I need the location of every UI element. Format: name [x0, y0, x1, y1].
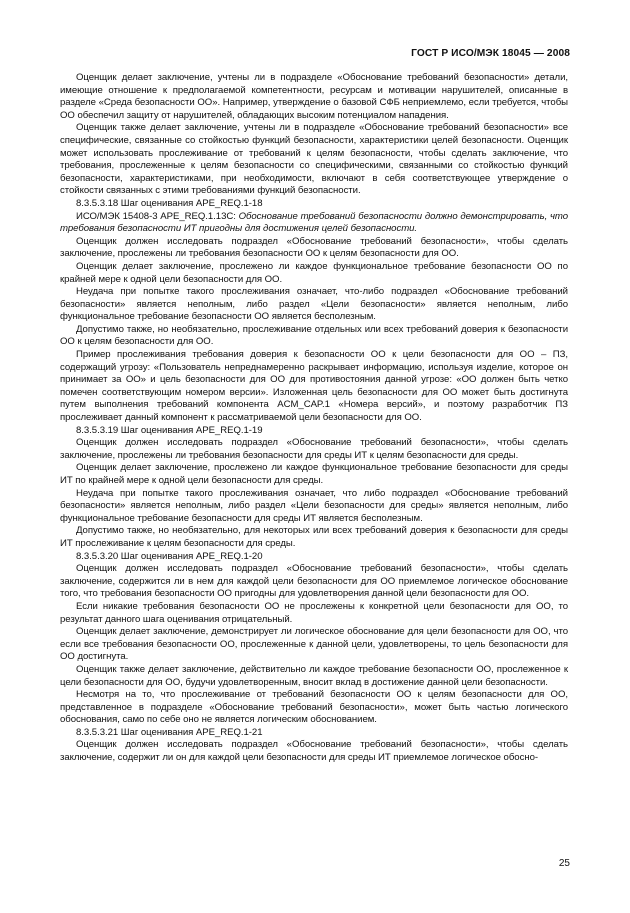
- paragraph: Пример прослеживания требования доверия к безопасности ОО к цели безопасности для ОО – ПЗ, содержащий угрозу: «Пользователь непреднамеренно раскрывает информацию, используя изделие, которое он принимает за ОО» и цель безопасности для ОО для противостояния данной угрозе: «ОО должен быть четко помечен соответствующим номером версии». Изложенная цель безопасности для ОО может быть достигнута путем выполнения требований компонента ACM_CAP.1 «Номера версий», и поэтому разработчик ПЗ прослеживает данный компонент к рассматриваемой цели безопасности для ОО.: [60, 349, 568, 424]
- section-heading: 8.3.5.3.20 Шаг оценивания APE_REQ.1-20: [76, 550, 263, 562]
- paragraph: Оценщик делает заключение, прослежено ли каждое функциональное требование безопасности для среды ИТ по крайней мере к одной цели безопасности для среды.: [60, 462, 568, 486]
- standard-quote-ref: ИСО/МЭК 15408-3 APE_REQ.1.13C:: [76, 210, 239, 222]
- page-number: 25: [558, 858, 570, 869]
- section-heading: 8.3.5.3.21 Шаг оценивания APE_REQ.1-21: [76, 726, 263, 738]
- standard-quote: [60, 211, 568, 236]
- paragraph: Оценщик делает заключение, демонстрирует ли логическое обоснование для цели безопасности для ОО, что если все требования безопасности ОО, прослеженные к данной цели, удовлетворены, то цель безопасности для ОО достигнута.: [60, 626, 568, 663]
- section-heading: 8.3.5.3.18 Шаг оценивания APE_REQ.1-18: [76, 197, 263, 209]
- paragraph: Оценщик должен исследовать подраздел «Обоснование требований безопасности», чтобы сделать заключение, прослежены ли требования безопасности ОО к целям безопасности для ОО.: [60, 235, 568, 260]
- standard-quote-text: Обоснование требований безопасности должно демонстрировать, что требования безопасности ИТ пригодны для достижения целей безопасности.: [60, 210, 568, 235]
- paragraph: Оценщик делает заключение, прослежено ли каждое функциональное требование безопасности ОО по крайней мере к одной цели безопасности для ОО.: [60, 260, 568, 285]
- paragraph: Допустимо также, но необязательно, для некоторых или всех требований доверия к безопасности для среды ИТ прослеживание к целям безопасности для среды.: [60, 525, 568, 549]
- paragraph: Оценщик должен исследовать подраздел «Обоснование требований безопасности», чтобы сделать заключение, содержит ли он для каждой цели безопасности для среды ИТ приемлемое логическое обосно-: [60, 739, 568, 764]
- paragraph: Допустимо также, но необязательно, прослеживание отдельных или всех требований доверия к безопасности ОО к целям безопасности для ОО.: [60, 323, 568, 348]
- document-body: [60, 72, 568, 765]
- page-header-standard: ГОСТ Р ИСО/МЭК 18045 — 2008: [411, 48, 570, 59]
- paragraph: Неудача при попытке такого прослеживания означает, что либо подраздел «Обоснование требований безопасности» является неполным, либо раздел «Цели безопасности для среды» является неполным, либо функциональное требование безопасности для среды ИТ является бесполезным.: [60, 487, 568, 524]
- paragraph: Оценщик также делает заключение, действительно ли каждое требование безопасности ОО, прослеженное к цели безопасности для ОО, будучи удовлетворенным, вносит вклад в достижение данной цели безопасности.: [60, 663, 568, 688]
- paragraph: Неудача при попытке такого прослеживания означает, что-либо подраздел «Обоснование требований безопасности» является неполным, либо раздел «Цели безопасности» является неполным, либо функциональное требование безопасности ОО является бесполезным.: [60, 286, 568, 323]
- paragraph: Оценщик должен исследовать подраздел «Обоснование требований безопасности», чтобы сделать заключение, прослежены ли требования безопасности для среды ИТ к целям безопасности для среды.: [60, 437, 568, 461]
- paragraph: Оценщик должен исследовать подраздел «Обоснование требований безопасности», чтобы сделать заключение, содержится ли в нем для каждой цели безопасности для ОО приемлемое логическое обоснование того, что требования безопасности ОО пригодны для удовлетворения данной цели безопасности для ОО.: [60, 563, 568, 600]
- paragraph: Оценщик также делает заключение, учтены ли в подразделе «Обоснование требований безопасности» все специфические, связанные со стойкостью функций безопасности, характеристики целей безопасности. Оценщик может использовать прослеживание от требований к целям безопасности, чтобы сделать заключение, что требования, прослеженные к целям безопасности со специфическими, связанными со стойкостью функций безопасности, характеристиками, при необходимости, включают в себя соответствующее утверждение о стойкости связанных с этими требованиями функций безопасности.: [60, 122, 568, 197]
- paragraph: Несмотря на то, что прослеживание от требований безопасности ОО к целям безопасности для ОО, представленное в подразделе «Обоснование требований безопасности», может быть частью логического обоснования, само по себе оно не является логическим обоснованием.: [60, 689, 568, 726]
- paragraph: Если никакие требования безопасности ОО не прослежены к конкретной цели безопасности для ОО, то результат данного шага оценивания отрицательный.: [60, 600, 568, 625]
- paragraph: Оценщик делает заключение, учтены ли в подразделе «Обоснование требований безопасности» детали, имеющие отношение к предполагаемой компетентности, ресурсам и мотивации нарушителей, описанные в разделе «Среда безопасности ОО». Например, утверждение о базовой СФБ неприемлемо, если требуется, чтобы ОО обеспечил защиту от нарушителей, обладающих высоким потенциалом нападения.: [60, 72, 568, 121]
- section-heading: 8.3.5.3.19 Шаг оценивания APE_REQ.1-19: [76, 424, 263, 436]
